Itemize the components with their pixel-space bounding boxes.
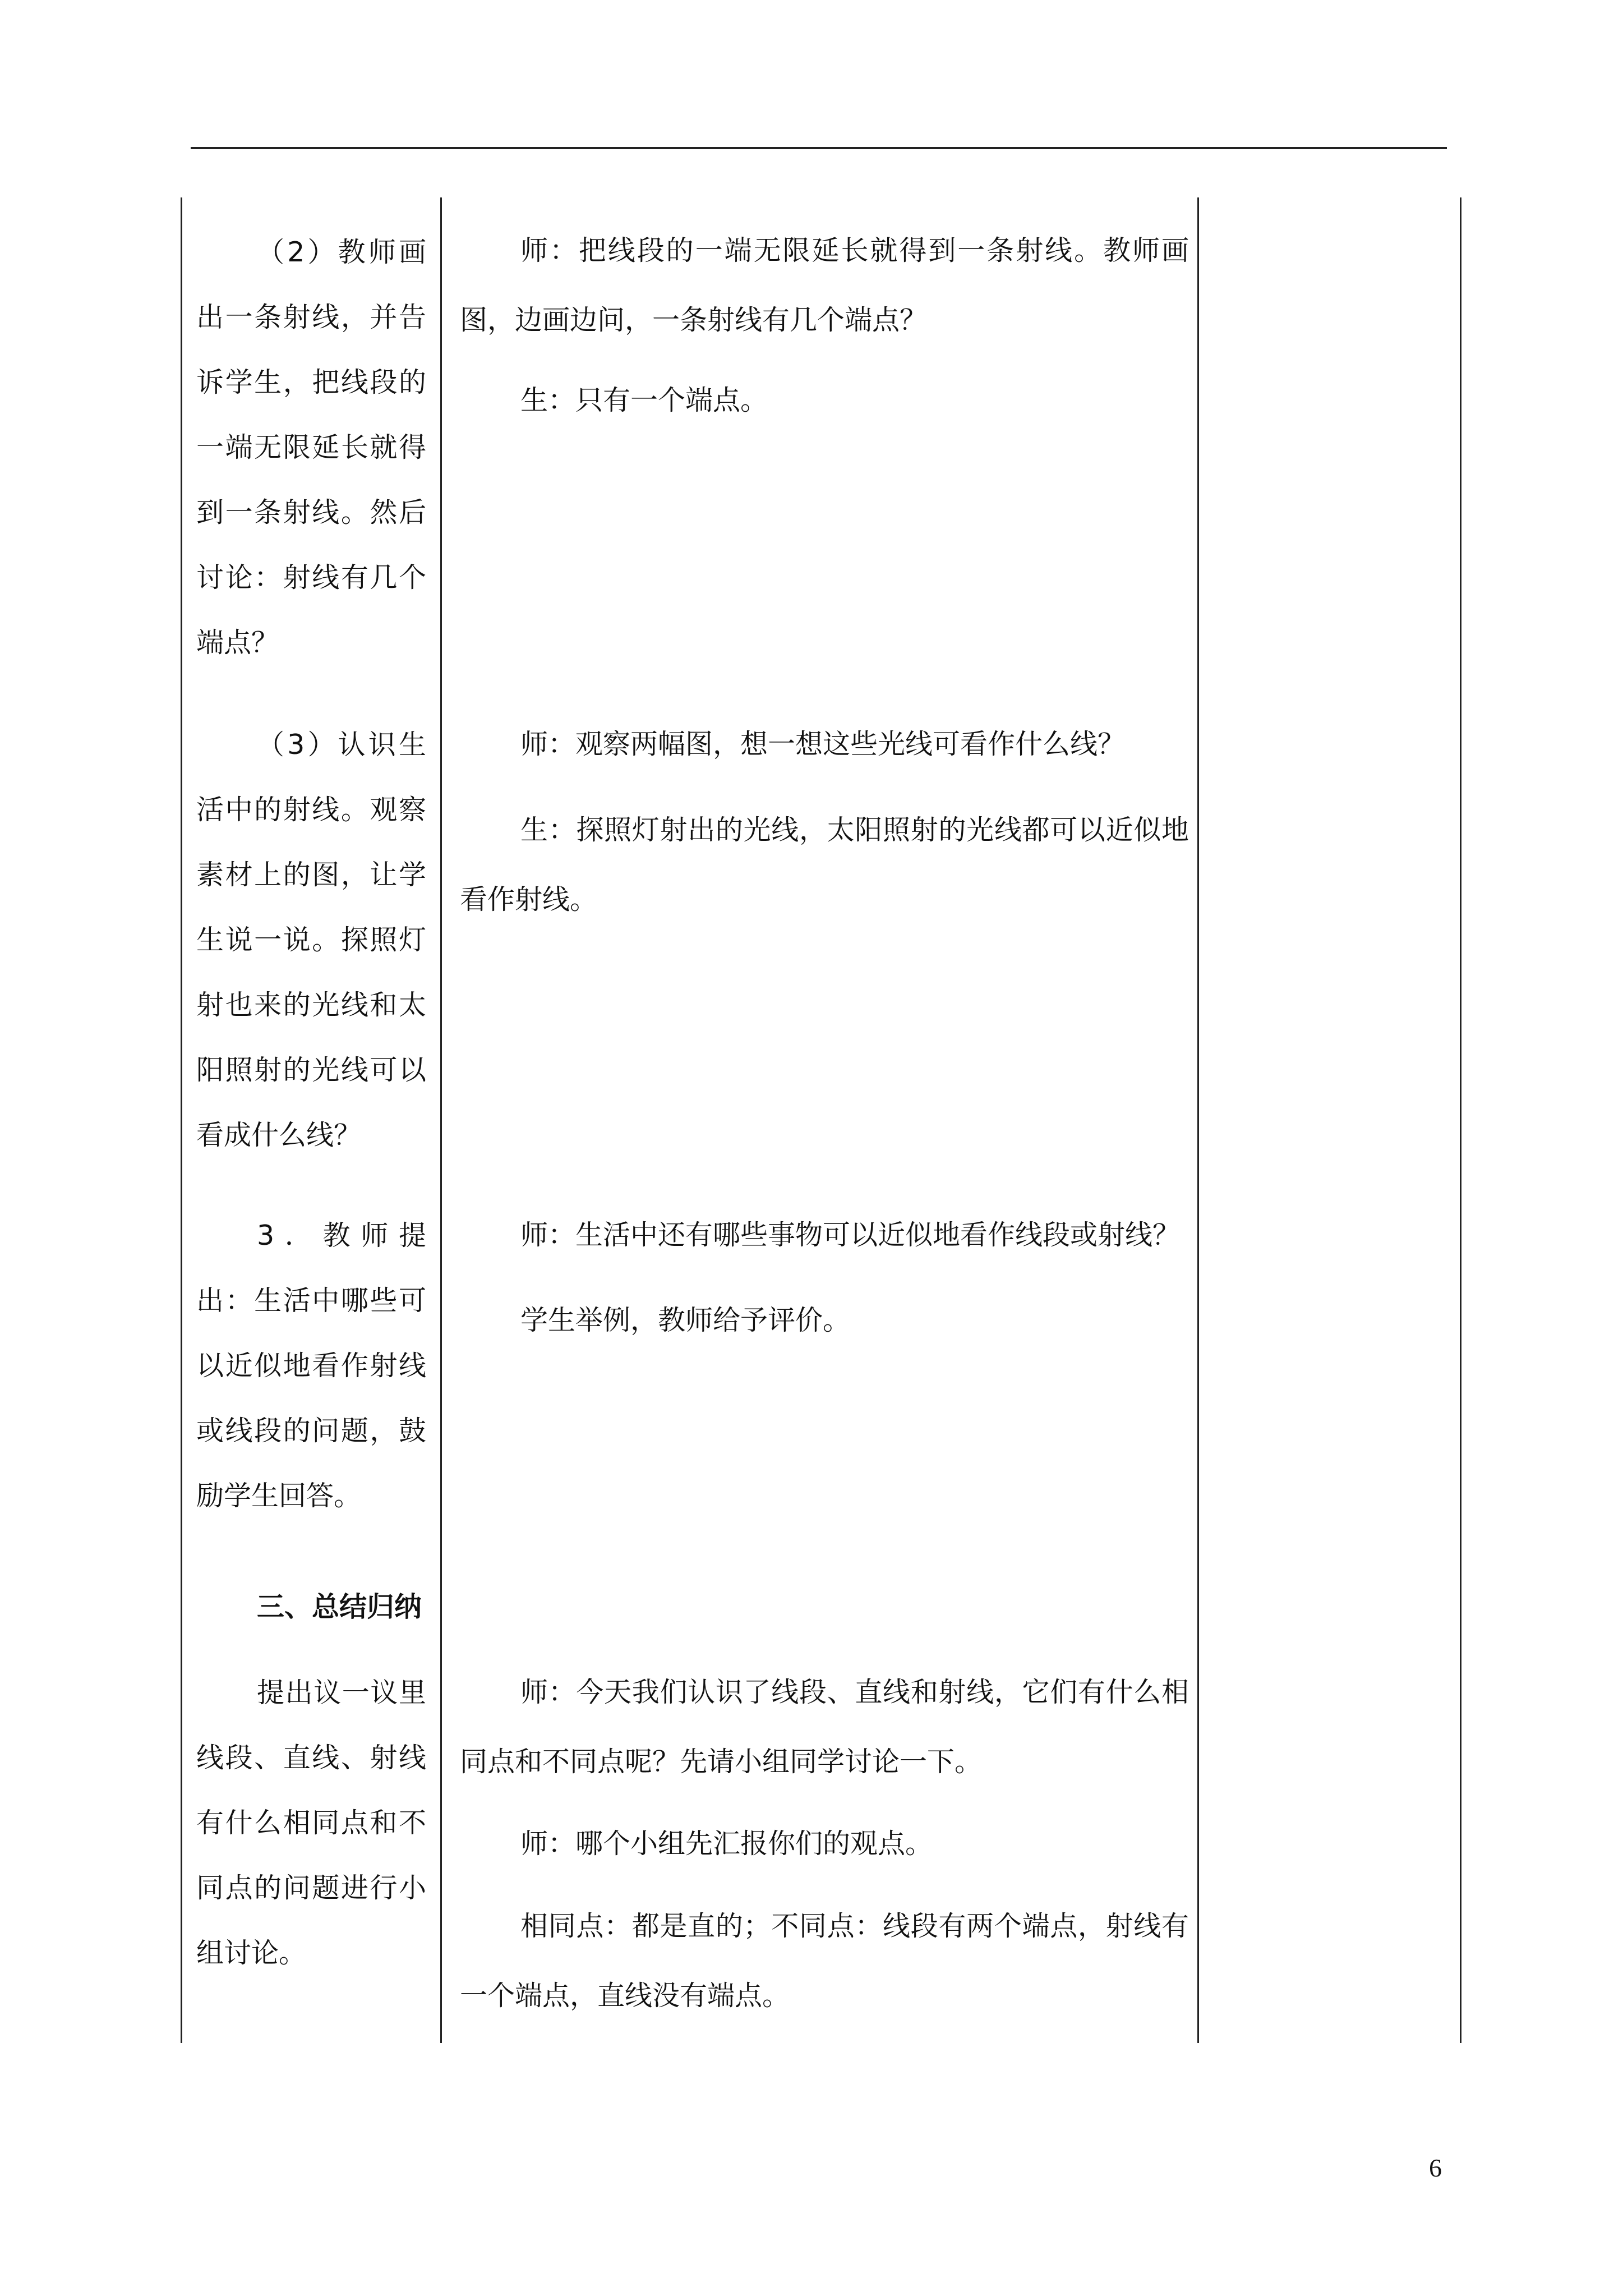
- table-divider-1: [440, 197, 442, 2043]
- dialogue-line: 相同点：都是直的；不同点：线段有两个端点，射线有一个端点，直线没有端点。: [460, 1910, 1189, 2012]
- activity-block-rays-in-life: [196, 712, 426, 1168]
- activity-text: （2）教师画出一条射线，并告诉学生，把线段的一端无限延长就得到一条射线。然后讨论：射线有几个端点？: [196, 236, 426, 659]
- dialogue-line: 师：把线段的一端无限延长就得到一条射线。教师画图，边画边问，一条射线有几个端点？: [460, 234, 1189, 336]
- dialogue-block-7: [460, 1658, 1189, 1797]
- dialogue-line: 师：生活中还有哪些事物可以近似地看作线段或射线？: [520, 1219, 1181, 1251]
- dialogue-block-4: [460, 795, 1189, 935]
- section-heading: 三、总结归纳: [257, 1591, 422, 1623]
- dialogue-line: 生：探照灯射出的光线，太阳照射的光线都可以近似地看作射线。: [460, 814, 1189, 915]
- table-border-left: [181, 197, 182, 2043]
- dialogue-block-1: [460, 216, 1189, 355]
- dialogue-line: 师：观察两幅图，想一想这些光线可看作什么线？: [520, 728, 1126, 760]
- page-number: 6: [1429, 2154, 1442, 2182]
- dialogue-line: 师：哪个小组先汇报你们的观点。: [520, 1828, 933, 1860]
- dialogue-line: 师：今天我们认识了线段、直线和射线，它们有什么相同点和不同点呢？先请小组同学讨论一下。: [460, 1676, 1189, 1778]
- activity-block-teacher-question: [196, 1203, 426, 1529]
- dialogue-block-9: [460, 1892, 1189, 2031]
- header-rule: [191, 147, 1447, 149]
- table-border-right: [1460, 197, 1461, 2043]
- dialogue-line: 生：只有一个端点。: [520, 384, 768, 416]
- activity-block-ray-drawing: [196, 220, 426, 675]
- dialogue-block-6: [460, 1286, 1189, 1355]
- dialogue-line: 学生举例，教师给予评价。: [520, 1304, 851, 1336]
- dialogue-block-8: [460, 1809, 1189, 1879]
- activity-text: 提出议一议里线段、直线、射线有什么相同点和不同点的问题进行小组讨论。: [196, 1677, 426, 1969]
- section-heading-block: [196, 1575, 426, 1640]
- table-divider-2: [1197, 197, 1199, 2043]
- dialogue-block-3: [460, 710, 1189, 779]
- dialogue-block-5: [460, 1200, 1189, 1270]
- dialogue-block-2: [460, 366, 1189, 435]
- activity-block-discussion: [196, 1660, 426, 1986]
- activity-text: 3．教师提出：生活中哪些可以近似地看作射线或线段的问题，鼓励学生回答。: [196, 1220, 426, 1512]
- activity-text: （3）认识生活中的射线。观察素材上的图，让学生说一说。探照灯射也来的光线和太阳照射的光线可以看成什么线？: [196, 729, 426, 1151]
